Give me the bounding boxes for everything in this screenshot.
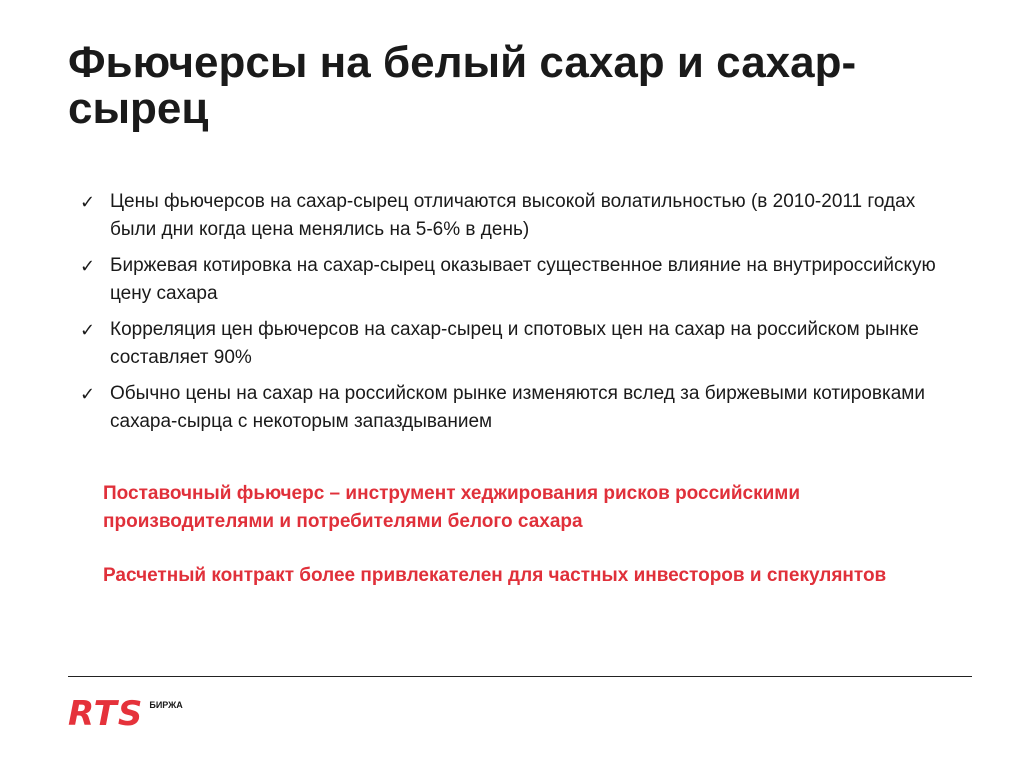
rts-logo [68,694,183,734]
bullet-list [78,188,958,444]
checkmark-icon: ✓ [80,384,96,404]
highlight-block [103,480,963,616]
checkmark-icon: ✓ [80,192,96,212]
footer-divider [68,676,972,677]
logo-mark: RTS [68,694,144,734]
logo-subtitle: БИРЖА [149,700,183,710]
bullet-text: Цены фьючерсов на сахар-сырец отличаются высокой волатильностью (в 2010-2011 годах были дни когда цена менялись на 5-6% в день) [110,191,916,240]
bullet-item [78,252,958,308]
bullet-item [78,380,958,436]
bullet-text: Корреляция цен фьючерсов на сахар-сырец и спотовых цен на сахар на российском рынке составляет 90% [110,319,919,368]
bullet-text: Обычно цены на сахар на российском рынке изменяются вслед за биржевыми котировками сахара-сырца с некоторым запаздыванием [110,383,925,432]
bullet-text: Биржевая котировка на сахар-сырец оказывает существенное влияние на внутрироссийскую цену сахара [110,255,936,304]
highlight-delivery-futures: Поставочный фьючерс – инструмент хеджирования рисков российскими производителями и потребителями белого сахара [103,483,801,532]
checkmark-icon: ✓ [80,256,96,276]
checkmark-icon: ✓ [80,320,96,340]
bullet-item [78,188,958,244]
bullet-item [78,316,958,372]
highlight-cash-settled: Расчетный контракт более привлекателен для частных инвесторов и спекулянтов [103,565,887,586]
slide-title: Фьючерсы на белый сахар и сахар-сырец [68,38,857,133]
